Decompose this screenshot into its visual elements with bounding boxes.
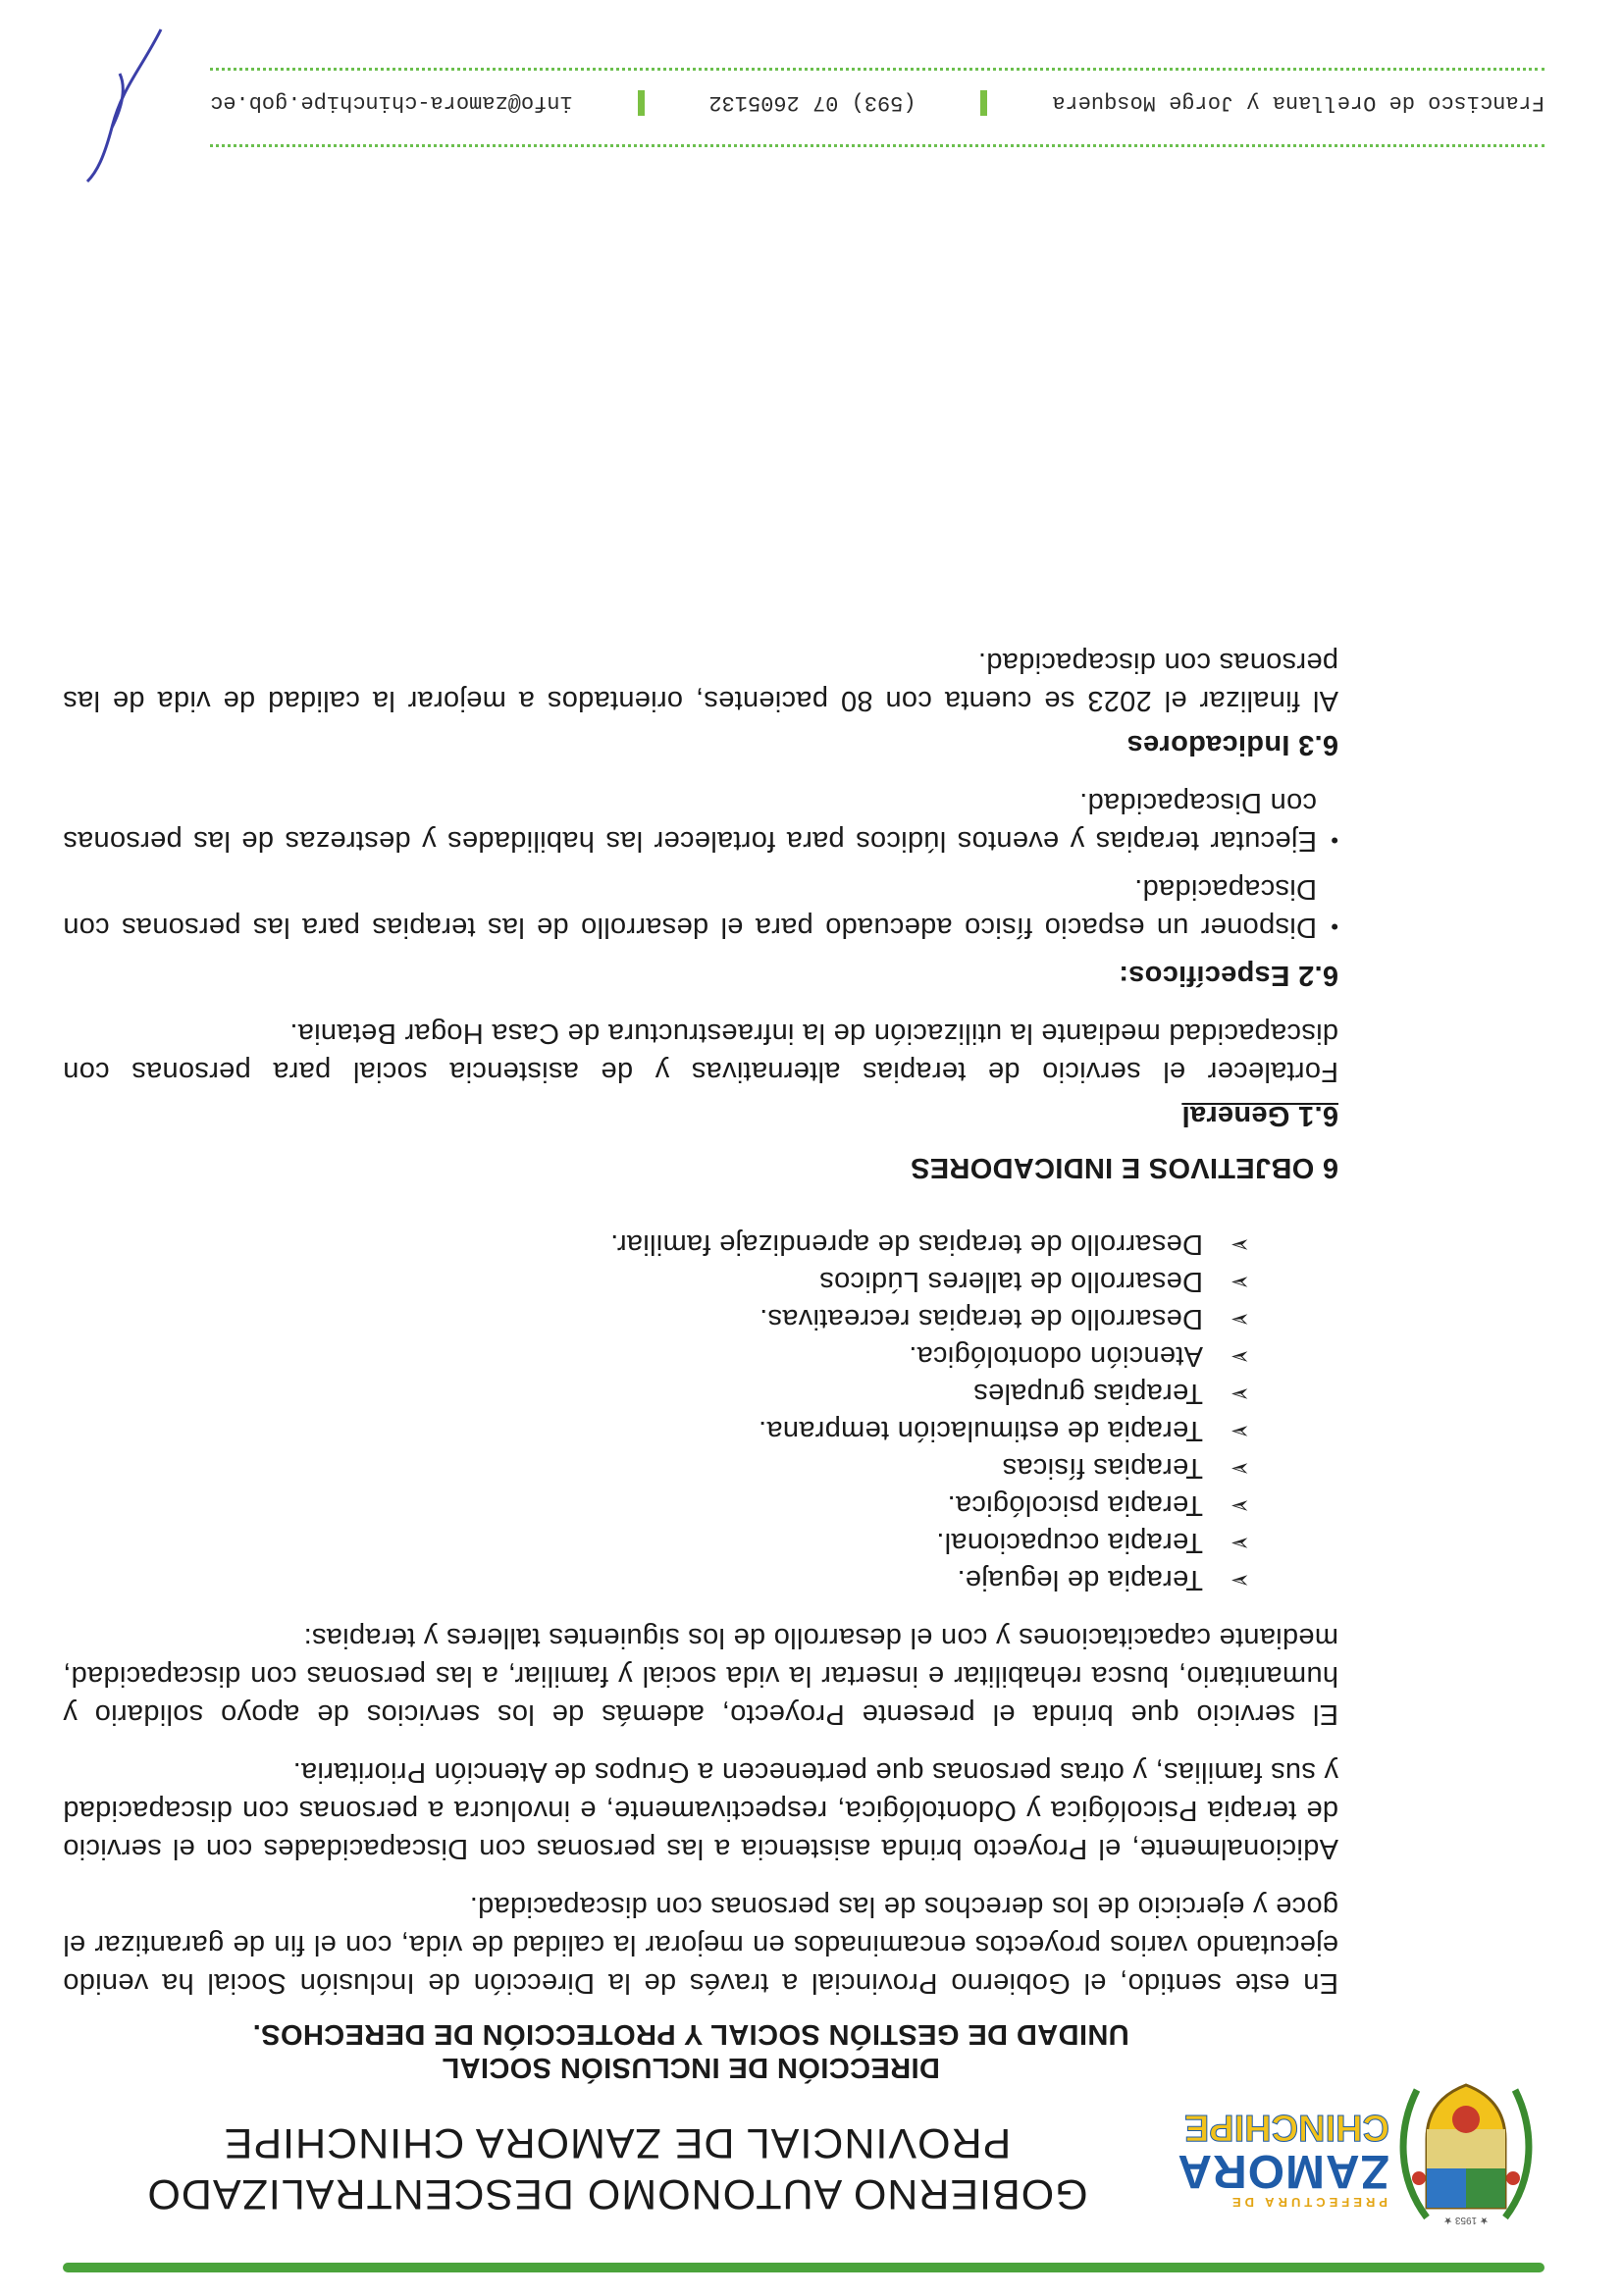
footer-divider-bottom	[210, 68, 1544, 71]
arrow-bullet-icon: ➢	[1230, 1530, 1250, 1556]
services-list	[63, 1226, 1338, 1598]
footer-email: info@zamora-chinchipe.gob.ec	[210, 90, 573, 116]
service-item-label: Terapia de leguaje.	[957, 1564, 1203, 1595]
service-item	[63, 1561, 1250, 1598]
document-body	[63, 623, 1338, 2002]
arrow-bullet-icon: ➢	[1230, 1492, 1250, 1519]
department-title	[181, 2017, 1201, 2084]
footer-separator	[980, 90, 987, 116]
service-item	[63, 1375, 1250, 1412]
department-line2: UNIDAD DE GESTIÓN SOCIAL Y PROTECCIÓN DE DERECHOS.	[252, 2018, 1129, 2050]
service-item-label: Desarrollo de terapias de aprendizaje familiar.	[609, 1228, 1203, 1260]
prefecture-logo	[1123, 2070, 1535, 2237]
service-item-label: Terapia de estimulación temprana.	[758, 1415, 1203, 1446]
department-line1: DIRECCIÓN DE INCLUSIÓN SOCIAL	[442, 2052, 940, 2083]
svg-text:★ 1953 ★: ★ 1953 ★	[1443, 2215, 1489, 2225]
logo-text-zamora: ZAMORA	[1177, 2145, 1389, 2197]
service-item-label: Desarrollo de terapias recreativas.	[759, 1303, 1203, 1334]
arrow-bullet-icon: ➢	[1230, 1381, 1250, 1407]
paragraph-1: En este sentido, el Gobierno Provincial a través de la Dirección de Inclusión Social ha venido ejecutando varios proyectos encaminados en mejorar la calidad de vida, con el fin de garantizar el goce y ejercicio de los derechos de las personas con discapacidad.	[63, 1891, 1338, 1999]
logo-text-chinchipe: CHINCHIPE	[1183, 2107, 1389, 2148]
section-6-3-title: 6.3 Indicadores	[1126, 729, 1338, 760]
service-item	[63, 1524, 1250, 1561]
arrow-bullet-icon: ➢	[1230, 1269, 1250, 1295]
service-item	[63, 1487, 1250, 1524]
section-6-title: 6 OBJETIVOS E INDICADORES	[910, 1152, 1338, 1183]
bullet-icon: •	[1330, 828, 1338, 853]
footer	[210, 90, 1544, 116]
logo-text-top: PREFECTURA DE	[1228, 2195, 1387, 2210]
handwritten-signature	[63, 20, 181, 186]
section-6-2-title: 6.2 Específicos:	[1118, 960, 1338, 991]
service-item-label: Terapia psicológica.	[947, 1489, 1203, 1521]
section-6-3-text: Al finalizar el 2023 se cuenta con 80 pacientes, orientados a mejorar la calidad de vida de las personas con discapacidad.	[63, 647, 1338, 716]
footer-address: Francisco de Orellana y Jorge Mosquera	[1052, 90, 1544, 116]
service-item	[63, 1226, 1250, 1263]
service-item	[63, 1337, 1250, 1375]
service-item	[63, 1300, 1250, 1337]
specific-objective-text: Ejecutar terapias y eventos lúdicos para fortalecer las habilidades y destrezas de las personas con Discapacidad.	[63, 787, 1317, 857]
header-title-line1: GOBIERNO AUTONOMO DESCENTRALIZADO	[146, 2170, 1088, 2218]
specific-objective-item	[63, 869, 1338, 946]
header-title	[102, 2117, 1132, 2219]
specific-objective-item	[63, 783, 1338, 860]
service-item-label: Atención odontológica.	[908, 1340, 1203, 1372]
service-item-label: Terapias físicas	[1002, 1452, 1203, 1484]
service-item-label: Desarrollo de talleres Lúdicos	[818, 1266, 1203, 1297]
section-6-1-text: Fortalecer el servicio de terapias alternativas y de asistencia social para personas con discapacidad mediante la utilización de la infraestructura de Casa Hogar Betania.	[63, 1018, 1338, 1087]
specific-objective-text: Disponer un espacio físico adecuado para el desarrollo de las terapias para las personas con Discapacidad.	[63, 873, 1317, 943]
arrow-bullet-icon: ➢	[1230, 1231, 1250, 1258]
specific-objectives-list	[63, 783, 1338, 946]
service-item	[63, 1263, 1250, 1300]
footer-phone: (593) 07 2605132	[708, 90, 916, 116]
arrow-bullet-icon: ➢	[1230, 1455, 1250, 1482]
arrow-bullet-icon: ➢	[1230, 1306, 1250, 1332]
footer-divider-top	[210, 144, 1544, 147]
bullet-icon: •	[1330, 914, 1338, 939]
footer-separator	[638, 90, 645, 116]
paragraph-3: El servicio que brinda el presente Proyecto, además de los servicios de apoyo solidario y humanitario, busca rehabilitar e insertar la vida social y familiar, a las personas con discapacidad, mediante capacitaciones y con el desarrollo de los siguientes talleres y terapias:	[63, 1622, 1338, 1730]
service-item	[63, 1449, 1250, 1487]
arrow-bullet-icon: ➢	[1230, 1418, 1250, 1444]
section-6-1-title: 6.1 General	[1181, 1100, 1338, 1131]
service-item	[63, 1412, 1250, 1449]
service-item-label: Terapias grupales	[972, 1378, 1203, 1409]
arrow-bullet-icon: ➢	[1230, 1343, 1250, 1370]
header-title-line2: PROVINCIAL DE ZAMORA CHINCHIPE	[223, 2119, 1012, 2166]
arrow-bullet-icon: ➢	[1230, 1567, 1250, 1593]
service-item-label: Terapia ocupacional.	[935, 1527, 1203, 1558]
header-green-bar	[63, 2263, 1544, 2272]
paragraph-2: Adicionalmente, el Proyecto brinda asistencia a las personas con Discapacidades con el servicio de terapia Psicológica y Odontológica, respectivamente, e involucra a personas con discapacidad y sus familias, y otras personas que pertenecen a Grupos de Atención Prioritaria.	[63, 1756, 1338, 1864]
